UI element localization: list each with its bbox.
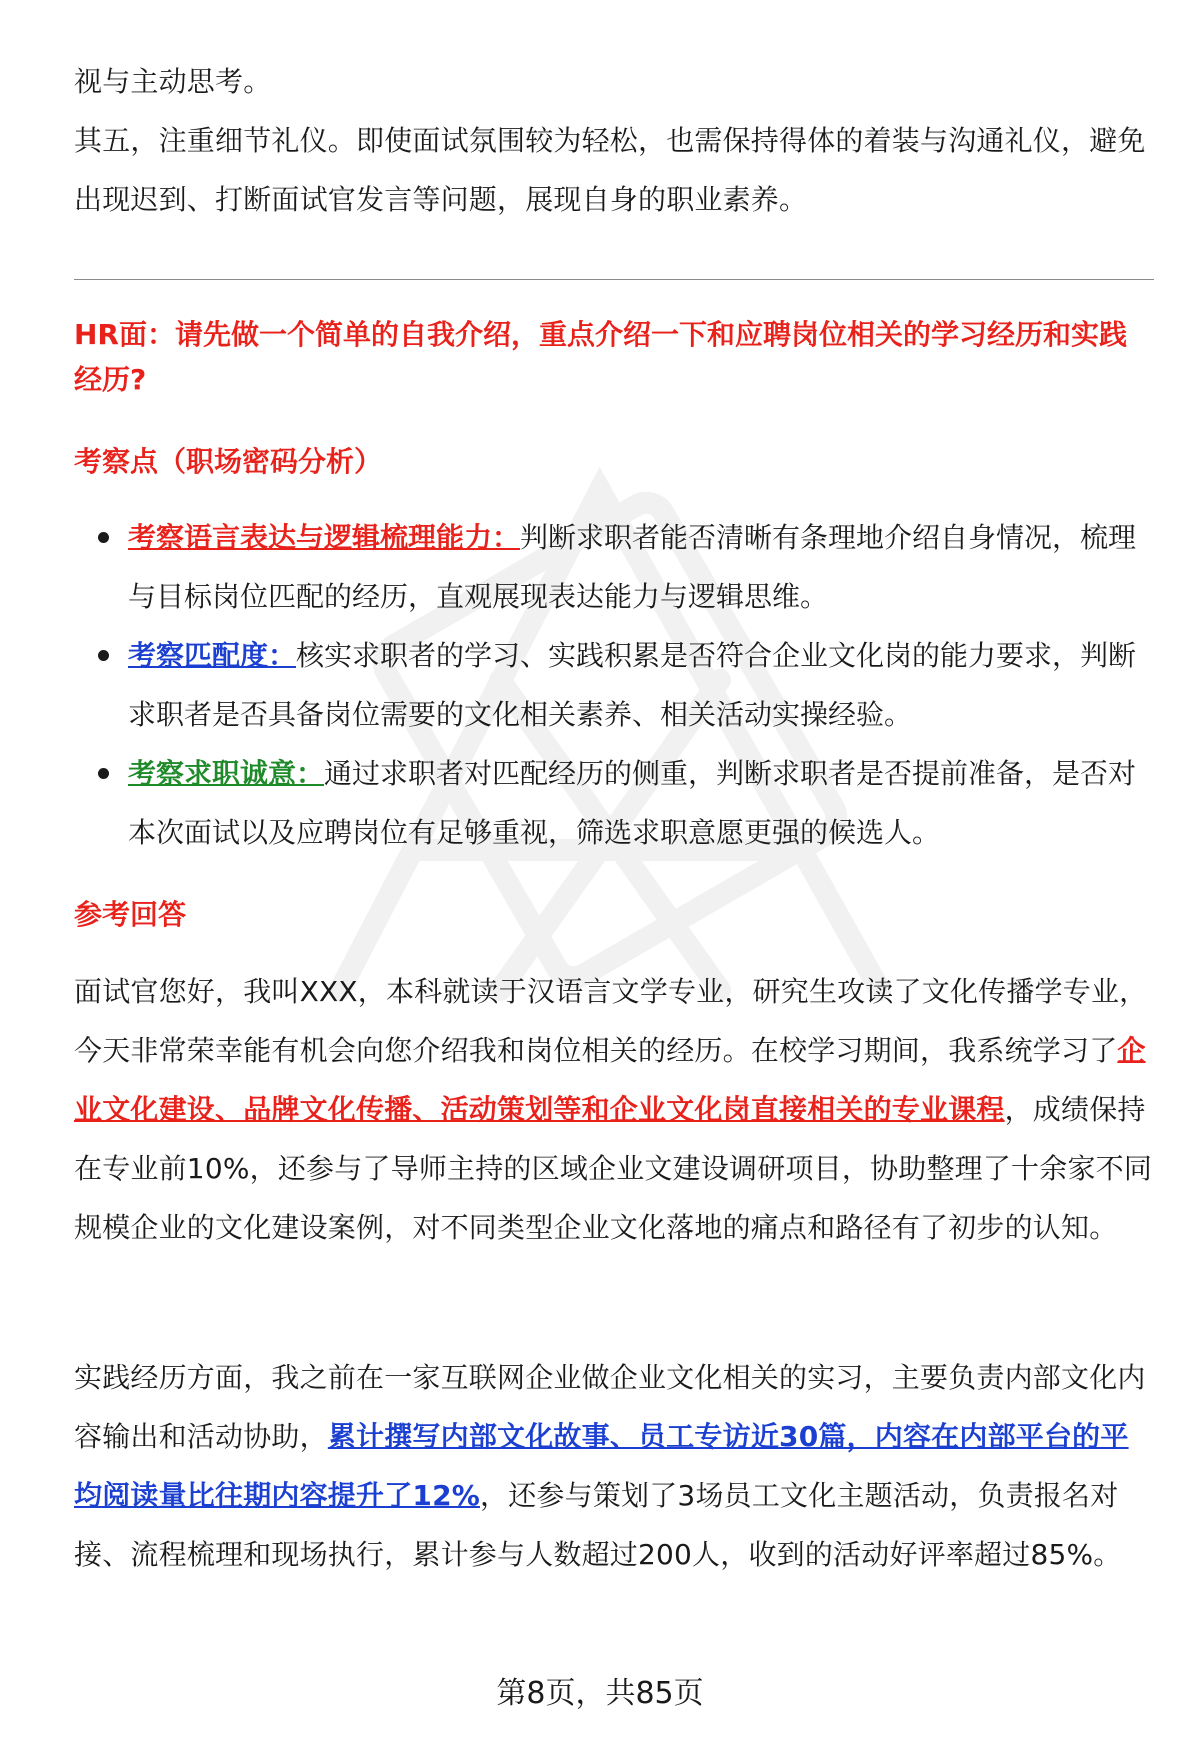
answer2-text-before: 实践经历方面，我之前在一家互联网企业做企业文化相关的实习，主要负责内部文化内容输出和活动协助，: [74, 1361, 1146, 1453]
list-item: [74, 744, 1154, 862]
reference-heading: 参考回答: [74, 898, 187, 931]
answer1-text-after: ，成绩保持在专业前10%，还参与了导师主持的区域企业文建设调研项目，协助整理了十余家不同规模企业的文化建设案例，对不同类型企业文化落地的痛点和路径有了初步的认知。: [74, 1093, 1153, 1244]
bullet-text: 判断求职者能否清晰有条理地介绍自身情况，梳理与目标岗位匹配的经历，直观展现表达能力与逻辑思维。: [128, 521, 1137, 613]
bullet-label: 考察语言表达与逻辑梳理能力：: [128, 521, 521, 554]
bullet-dot-icon: [98, 650, 109, 661]
assessment-list: [74, 508, 1154, 862]
bullet-dot-icon: [98, 532, 109, 543]
intro-point-five: 其五，注重细节礼仪。即使面试氛围较为轻松，也需保持得体的着装与沟通礼仪，避免出现迟到、打断面试官发言等问题，展现自身的职业素养。: [74, 124, 1146, 216]
answer-paragraph-2: [74, 1348, 1154, 1584]
bullet-text: 核实求职者的学习、实践积累是否符合企业文化岗的能力要求，判断求职者是否具备岗位需要的文化相关素养、相关活动实操经验。: [128, 639, 1137, 731]
answer-paragraph-1: [74, 962, 1154, 1257]
list-item: [74, 508, 1154, 626]
bullet-text: 通过求职者对匹配经历的侧重，判断求职者是否提前准备，是否对本次面试以及应聘岗位有足够重视，筛选求职意愿更强的候选人。: [128, 757, 1137, 849]
bullet-label: 考察匹配度：: [128, 639, 297, 672]
interview-question: HR面：请先做一个简单的自我介绍，重点介绍一下和应聘岗位相关的学习经历和实践经历?: [74, 318, 1127, 396]
answer2-text-after: ，还参与策划了3场员工文化主题活动，负责报名对接、流程梳理和现场执行，累计参与人数超过200人，收到的活动好评率超过85%。: [74, 1479, 1122, 1571]
list-item: [74, 626, 1154, 744]
answer2-highlight: 累计撰写内部文化故事、员工专访近30篇，内容在内部平台的平均阅读量比往期内容提升了12%: [74, 1420, 1129, 1512]
section-divider: [74, 279, 1154, 280]
intro-section: [74, 52, 1154, 229]
bullet-dot-icon: [98, 768, 109, 779]
page-number: 第8页，共85页: [496, 1676, 704, 1711]
bullet-label: 考察求职诚意：: [128, 757, 325, 790]
answer1-highlight: 企业文化建设、品牌文化传播、活动策划等和企业文化岗直接相关的专业课程: [74, 1034, 1146, 1126]
answer1-text-before: 面试官您好，我叫XXX，本科就读于汉语言文学专业，研究生攻读了文化传播学专业，今天非常荣幸能有机会向您介绍我和岗位相关的经历。在校学习期间，我系统学习了: [74, 975, 1148, 1067]
assessment-heading: 考察点（职场密码分析）: [74, 445, 383, 478]
intro-line-tail: 视与主动思考。: [74, 65, 272, 98]
